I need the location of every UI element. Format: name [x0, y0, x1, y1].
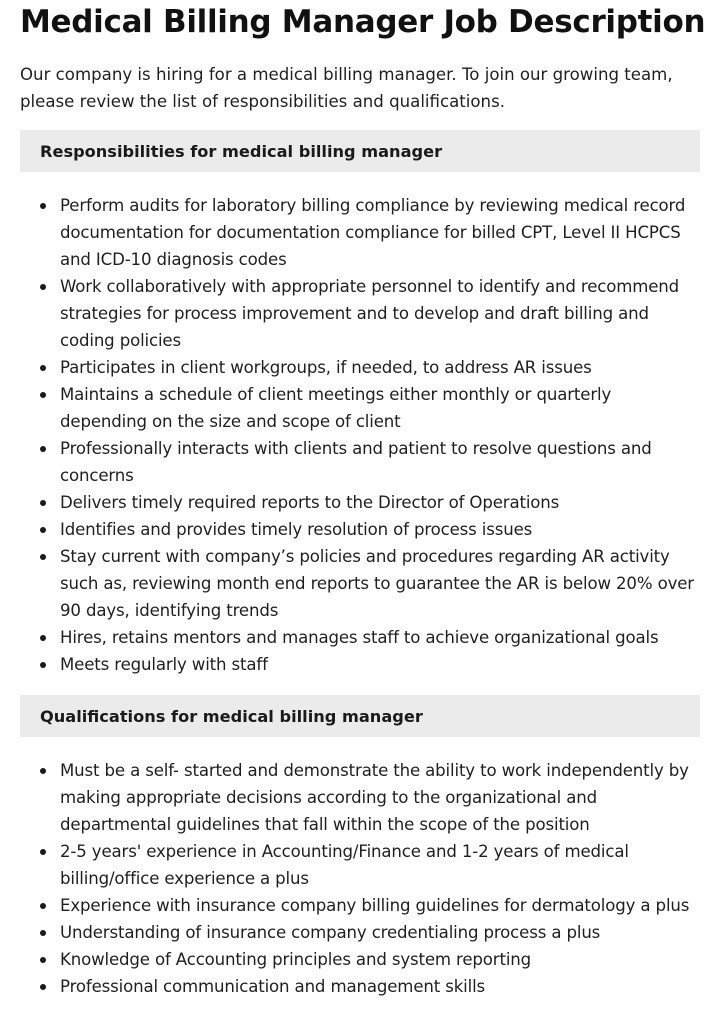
- list-item-text: Knowledge of Accounting principles and system reporting: [60, 950, 532, 969]
- list-item: [20, 543, 700, 624]
- bullet-icon: [40, 768, 46, 774]
- bullet-icon: [40, 365, 46, 371]
- list-item: [20, 435, 700, 489]
- bullet-icon: [40, 957, 46, 963]
- list-item: [20, 892, 700, 919]
- list-item: [20, 273, 700, 354]
- list-item: [20, 757, 700, 838]
- list-item-text: 2-5 years' experience in Accounting/Finance and 1-2 years of medical billing/office experience a plus: [60, 842, 629, 888]
- list-item-text: Identifies and provides timely resolution of process issues: [60, 520, 533, 539]
- responsibilities-list: [20, 192, 700, 678]
- responsibilities-heading: Responsibilities for medical billing manager: [20, 130, 700, 172]
- bullet-icon: [40, 446, 46, 452]
- list-item-text: Perform audits for laboratory billing compliance by reviewing medical record documentation for documentation compliance for billed CPT, Level II HCPCS and ICD-10 diagnosis codes: [60, 196, 686, 269]
- bullet-icon: [40, 662, 46, 668]
- list-item: [20, 489, 700, 516]
- list-item-text: Hires, retains mentors and manages staff to achieve organizational goals: [60, 628, 659, 647]
- list-item-text: Must be a self- started and demonstrate the ability to work independently by making appropriate decisions according to the organizational and departmental guidelines that fall within the scope of the position: [60, 761, 689, 834]
- bullet-icon: [40, 203, 46, 209]
- bullet-icon: [40, 903, 46, 909]
- list-item: [20, 973, 700, 1000]
- list-item: [20, 919, 700, 946]
- list-item-text: Delivers timely required reports to the Director of Operations: [60, 493, 560, 512]
- intro-paragraph: Our company is hiring for a medical billing manager. To join our growing team, please review the list of responsibilities and qualifications.: [20, 65, 673, 111]
- list-item-text: Professionally interacts with clients and patient to resolve questions and concerns: [60, 439, 652, 485]
- list-item-text: Work collaboratively with appropriate personnel to identify and recommend strategies for process improvement and to develop and draft billing and coding policies: [60, 277, 680, 350]
- list-item-text: Participates in client workgroups, if needed, to address AR issues: [60, 358, 592, 377]
- bullet-icon: [40, 635, 46, 641]
- list-item: [20, 192, 700, 273]
- list-item-text: Stay current with company’s policies and procedures regarding AR activity such as, reviewing month end reports to guarantee the AR is below 20% over 90 days, identifying trends: [60, 547, 694, 620]
- bullet-icon: [40, 527, 46, 533]
- list-item: [20, 354, 700, 381]
- bullet-icon: [40, 500, 46, 506]
- list-item: [20, 838, 700, 892]
- list-item-text: Meets regularly with staff: [60, 655, 268, 674]
- list-item: [20, 946, 700, 973]
- page-title: Medical Billing Manager Job Description: [20, 4, 706, 40]
- bullet-icon: [40, 392, 46, 398]
- bullet-icon: [40, 554, 46, 560]
- qualifications-list: [20, 757, 700, 1000]
- list-item: [20, 624, 700, 651]
- bullet-icon: [40, 284, 46, 290]
- list-item: [20, 651, 700, 678]
- list-item-text: Understanding of insurance company credentialing process a plus: [60, 923, 601, 942]
- list-item: [20, 381, 700, 435]
- list-item-text: Professional communication and management skills: [60, 977, 486, 996]
- bullet-icon: [40, 930, 46, 936]
- list-item-text: Maintains a schedule of client meetings either monthly or quarterly depending on the size and scope of client: [60, 385, 612, 431]
- list-item: [20, 516, 700, 543]
- bullet-icon: [40, 849, 46, 855]
- bullet-icon: [40, 984, 46, 990]
- list-item-text: Experience with insurance company billing guidelines for dermatology a plus: [60, 896, 690, 915]
- qualifications-heading: Qualifications for medical billing manager: [20, 695, 700, 737]
